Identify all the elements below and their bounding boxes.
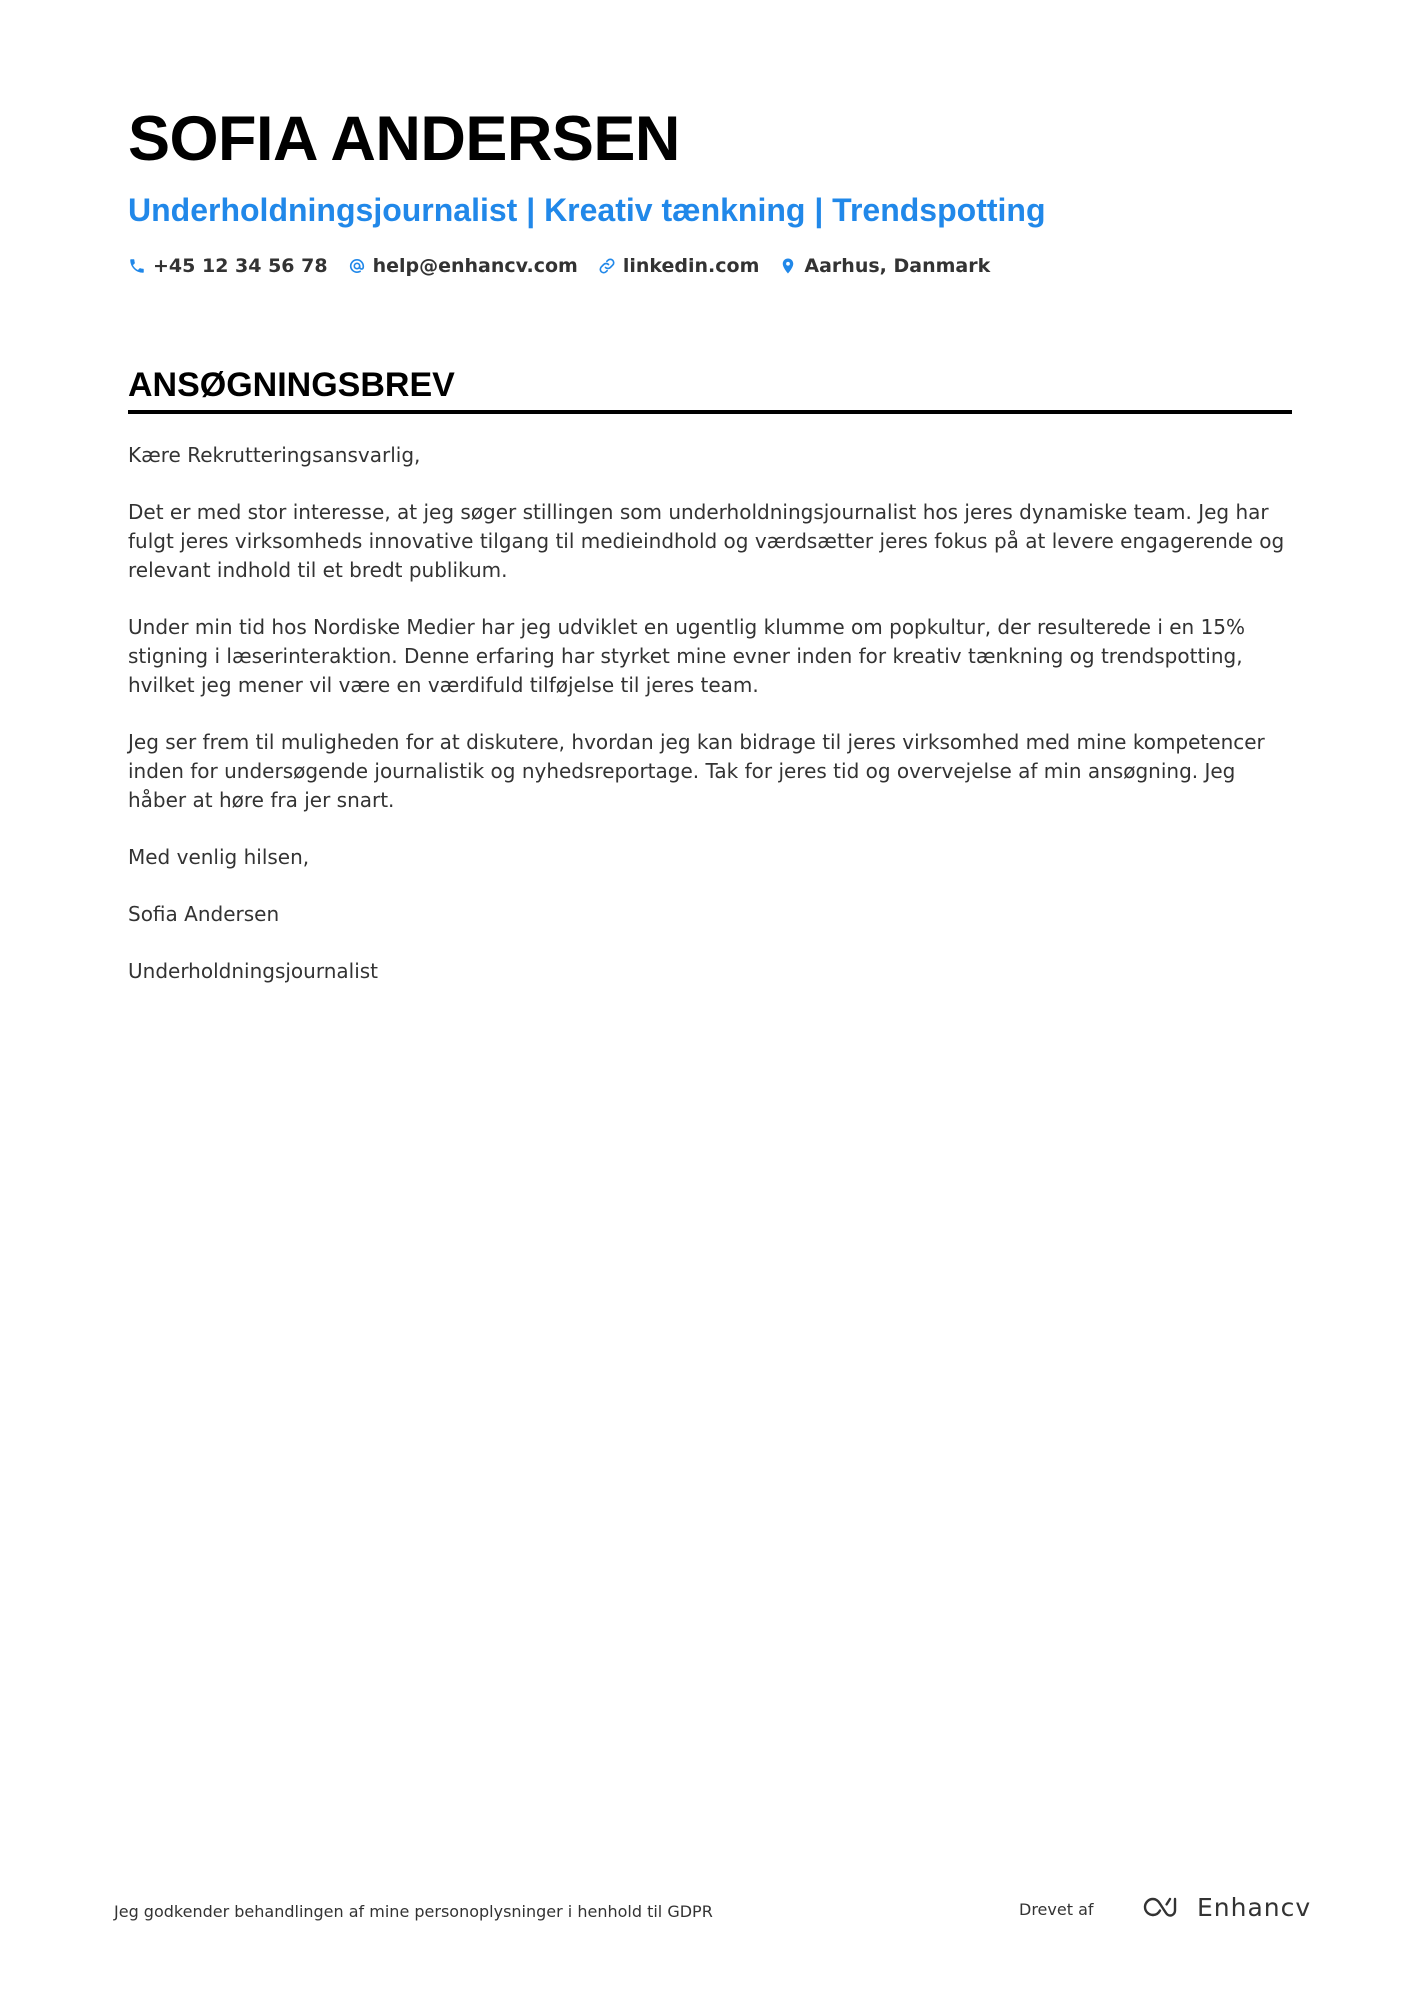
letter-salutation: Kære Rekrutteringsansvarlig,	[128, 443, 421, 467]
section-divider	[128, 410, 1292, 414]
signature-name: Sofia Andersen	[128, 902, 280, 926]
section-title: ANSØGNINGSBREV	[128, 366, 455, 404]
location-pin-icon	[779, 257, 797, 275]
phone-icon	[128, 257, 146, 275]
contact-location-text: Aarhus, Danmark	[804, 255, 991, 277]
enhancv-brand-name: Enhancv	[1197, 1892, 1312, 1922]
letter-paragraph-2: Under min tid hos Nordiske Medier har jeg udviklet en ugentlig klumme om popkultur, der resulterede i en 15% stigning i læserinteraktion. Denne erfaring har styrket mine evner inden for kreativ tænkning og trendspotting, hvilket jeg mener vil være en værdifuld tilføjelse til jeres team.	[128, 615, 1246, 697]
contact-location	[779, 255, 990, 277]
at-icon	[348, 257, 366, 275]
contact-phone-text: +45 12 34 56 78	[153, 255, 328, 277]
contact-linkedin[interactable]	[598, 255, 760, 277]
letter-body	[128, 441, 1292, 1014]
contact-phone	[128, 255, 328, 277]
powered-by-label: Drevet af	[1019, 1900, 1094, 1919]
contact-email-text: help@enhancv.com	[372, 255, 578, 277]
signature-title: Underholdningsjournalist	[128, 959, 379, 983]
link-icon	[598, 257, 616, 275]
letter-closing: Med venlig hilsen,	[128, 845, 310, 869]
contact-bar	[128, 255, 1010, 277]
applicant-tagline: Underholdningsjournalist | Kreativ tænkning | Trendspotting	[128, 192, 1046, 228]
applicant-name: SOFIA ANDERSEN	[128, 104, 680, 174]
letter-paragraph-1: Det er med stor interesse, at jeg søger stillingen som underholdningsjournalist hos jeres dynamiske team. Jeg har fulgt jeres virksomheds innovative tilgang til medieindhold og værdsætter jeres fokus på at levere engagerende og relevant indhold til et bredt publikum.	[128, 500, 1285, 582]
letter-paragraph-3: Jeg ser frem til muligheden for at diskutere, hvordan jeg kan bidrage til jeres virksomhed med mine kompetencer inden for undersøgende journalistik og nyhedsreportage. Tak for jeres tid og overvejelse af min ansøgning. Jeg håber at høre fra jer snart.	[128, 730, 1265, 812]
page-footer	[114, 1892, 1312, 1932]
gdpr-consent: Jeg godkender behandlingen af mine personoplysninger i henhold til GDPR	[114, 1902, 713, 1921]
contact-email[interactable]	[348, 255, 578, 277]
enhancv-brand[interactable]	[1139, 1892, 1311, 1922]
contact-linkedin-text: linkedin.com	[622, 255, 760, 277]
enhancv-logo-icon	[1139, 1892, 1187, 1922]
